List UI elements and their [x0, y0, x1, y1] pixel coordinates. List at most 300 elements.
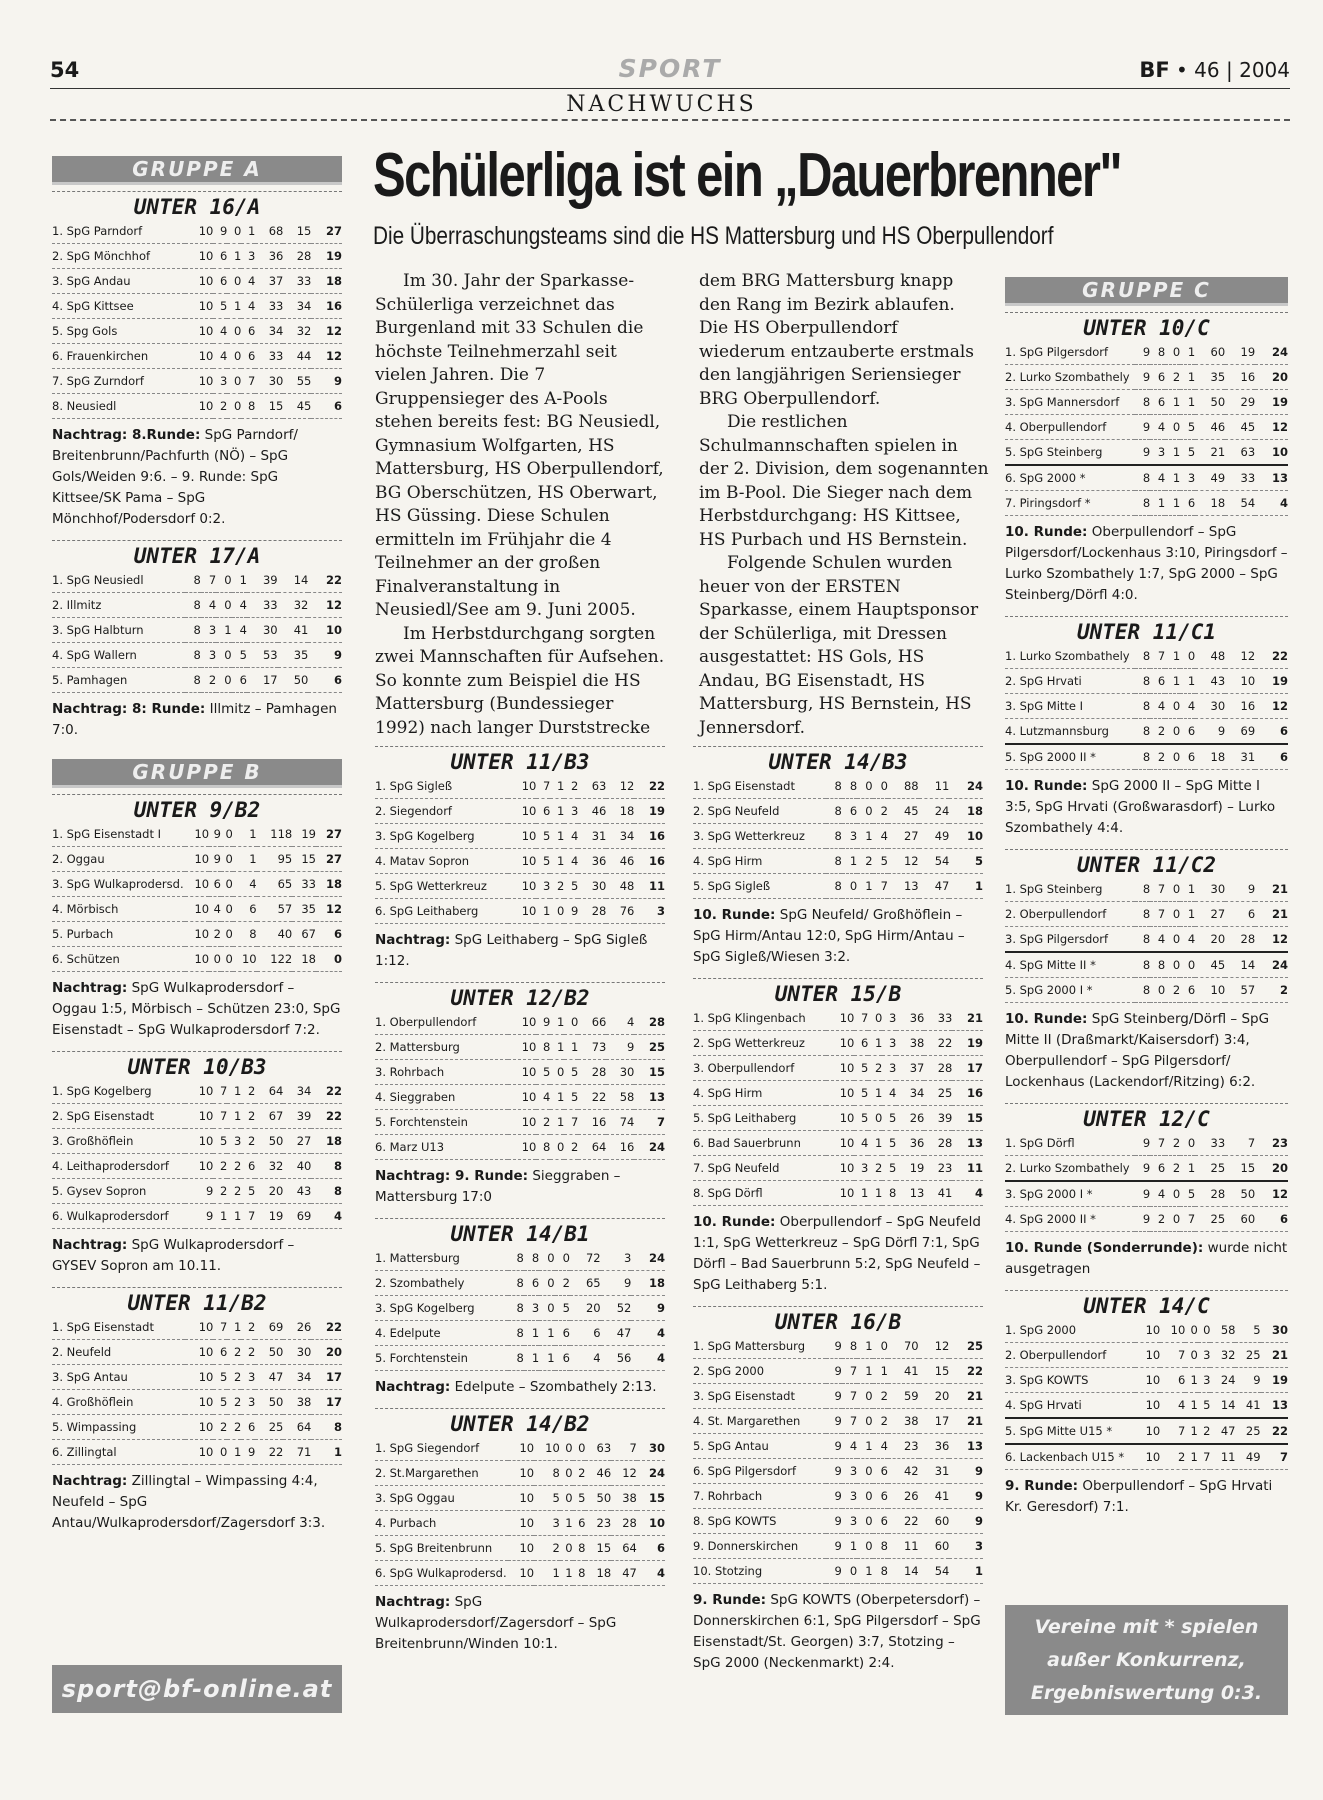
- note-text: SpG Neufeld/ Großhöflein – SpG Hirm/Antau 12:0, SpG Hirm/Antau – SpG Sigleß/Wiesen 3:2.: [693, 907, 965, 965]
- stat-cell: 4: [1180, 927, 1195, 953]
- standings-block: [375, 982, 665, 1208]
- stat-cell: 12: [611, 1461, 637, 1486]
- note-label: Nachtrag: 9. Runde:: [375, 1168, 529, 1184]
- points-cell: 24: [634, 1135, 665, 1160]
- stat-cell: 3: [201, 618, 216, 643]
- points-cell: 19: [1255, 390, 1288, 415]
- stat-cell: 13: [888, 874, 919, 899]
- stat-cell: 2: [241, 1340, 255, 1365]
- stat-cell: 4: [873, 1434, 888, 1459]
- stat-cell: 10: [185, 1390, 213, 1415]
- stat-cell: 25: [1195, 1207, 1225, 1232]
- stat-cell: 3: [842, 1509, 857, 1534]
- stat-cell: 7: [213, 1079, 227, 1104]
- points-cell: 13: [1261, 1393, 1288, 1419]
- stat-cell: 18: [606, 799, 634, 824]
- team-name: 8. SpG Dörfl: [693, 1181, 826, 1206]
- table-row: [375, 799, 665, 824]
- stat-cell: 1: [857, 824, 872, 849]
- team-name: 3. SpG KOWTS: [1005, 1368, 1135, 1393]
- points-cell: 12: [1255, 415, 1288, 440]
- result-note: [1005, 776, 1288, 839]
- standings-block: [1005, 1290, 1288, 1518]
- points-cell: 10: [949, 824, 983, 849]
- stat-cell: 8: [826, 849, 841, 874]
- table-row: [1005, 465, 1288, 491]
- stat-cell: 2: [241, 1079, 255, 1104]
- stat-cell: 8: [826, 774, 841, 799]
- stat-cell: 28: [1225, 927, 1255, 953]
- stat-cell: 4: [1160, 1393, 1185, 1419]
- issue-info: [1139, 58, 1290, 82]
- stat-cell: 2: [873, 1409, 888, 1434]
- stat-cell: 30: [247, 618, 278, 643]
- stat-cell: 0: [550, 1135, 564, 1160]
- stat-cell: 9: [1135, 1156, 1150, 1182]
- stat-cell: 6: [1225, 902, 1255, 927]
- stat-cell: 2: [1165, 978, 1180, 1003]
- team-name: 1. Oberpullendorf: [375, 1010, 508, 1035]
- stat-cell: 9: [826, 1534, 841, 1559]
- article-paragraph: dem BRG Mattersburg knapp den Rang im Bezirk ablaufen. Die HS Oberpullendorf wiederum entzauberte erstmals den langjährigen Seriensieger BRG Oberpullendorf.: [699, 271, 974, 409]
- stat-cell: 10: [508, 1436, 534, 1461]
- stat-cell: 6: [241, 344, 255, 369]
- info-box-line: außer Konkurrenz,: [1047, 1649, 1246, 1671]
- table-row: [52, 269, 342, 294]
- stat-cell: 6: [1150, 365, 1165, 390]
- stat-cell: 26: [888, 1484, 919, 1509]
- stat-cell: 38: [611, 1486, 637, 1511]
- points-cell: 25: [949, 1334, 983, 1359]
- stat-cell: 57: [1225, 978, 1255, 1003]
- points-cell: 18: [316, 872, 342, 897]
- stat-cell: 4: [564, 824, 578, 849]
- team-name: 1. SpG Pilgersdorf: [1005, 340, 1135, 365]
- stat-cell: 9: [536, 1010, 550, 1035]
- stat-cell: 10: [508, 874, 536, 899]
- stat-cell: 2: [227, 1154, 241, 1179]
- points-cell: 21: [1255, 902, 1288, 927]
- standings-table: [52, 1079, 342, 1229]
- table-row: [693, 1006, 983, 1031]
- stat-cell: 25: [924, 1081, 952, 1106]
- stat-cell: 28: [611, 1511, 637, 1536]
- stat-cell: 33: [1225, 465, 1255, 491]
- points-cell: 9: [308, 643, 342, 668]
- table-title: UNTER 16/B: [693, 1306, 983, 1334]
- stat-cell: 5: [555, 1296, 570, 1321]
- stat-cell: 16: [1225, 694, 1255, 719]
- stat-cell: 10: [508, 1511, 534, 1536]
- stat-cell: 73: [578, 1035, 606, 1060]
- stat-cell: 9: [1135, 1181, 1150, 1207]
- table-row: [693, 1031, 983, 1056]
- points-cell: 19: [311, 244, 342, 269]
- stat-cell: 10: [185, 872, 209, 897]
- stat-cell: 76: [606, 899, 634, 924]
- table-title: UNTER 14/C: [1005, 1290, 1288, 1318]
- team-name: 10. Stotzing: [693, 1559, 826, 1584]
- table-row: [693, 1081, 983, 1106]
- stat-cell: 33: [292, 872, 316, 897]
- points-cell: 24: [1255, 952, 1288, 978]
- stat-cell: 52: [601, 1296, 632, 1321]
- stat-cell: 36: [578, 849, 606, 874]
- stat-cell: 8: [842, 774, 857, 799]
- table-title: UNTER 12/B2: [375, 982, 665, 1010]
- team-name: 2. SpG Eisenstadt: [52, 1104, 185, 1129]
- points-cell: 22: [308, 568, 342, 593]
- table-row: [375, 1486, 665, 1511]
- stat-cell: 9: [1135, 340, 1150, 365]
- stat-cell: 68: [255, 219, 283, 244]
- stat-cell: 0: [573, 1436, 586, 1461]
- stat-cell: 7: [1180, 1207, 1195, 1232]
- stat-cell: 65: [570, 1271, 601, 1296]
- team-name: 4. Edelpute: [375, 1321, 508, 1346]
- team-name: 2. SpG Mönchhof: [52, 244, 185, 269]
- table-row: [375, 1561, 665, 1586]
- stat-cell: 34: [896, 1081, 924, 1106]
- stat-cell: 1: [1150, 491, 1165, 516]
- points-cell: 22: [311, 1104, 342, 1129]
- team-name: 4. Lutzmannsburg: [1005, 719, 1135, 745]
- stat-cell: 27: [283, 1129, 311, 1154]
- stat-cell: 2: [1198, 1418, 1211, 1444]
- email-link[interactable]: sport@bf-online.at: [52, 1665, 342, 1713]
- stat-cell: 0: [539, 1296, 554, 1321]
- stat-cell: 67: [255, 1104, 283, 1129]
- table-title: UNTER 10/C: [1005, 312, 1288, 340]
- team-name: 4. Oberpullendorf: [1005, 415, 1135, 440]
- table-row: [693, 1434, 983, 1459]
- stat-cell: 0: [550, 1060, 564, 1085]
- standings-block: [1005, 616, 1288, 839]
- stat-cell: 8: [1135, 877, 1150, 902]
- table-row: [52, 1204, 342, 1229]
- stat-cell: 45: [1195, 952, 1225, 978]
- stat-cell: 16: [578, 1110, 606, 1135]
- note-label: Nachtrag: 8.Runde:: [52, 427, 201, 443]
- stat-cell: 6: [536, 799, 550, 824]
- team-name: 5. SpG 2000 I *: [1005, 978, 1135, 1003]
- stat-cell: 3: [842, 1484, 857, 1509]
- stat-cell: 7: [1150, 877, 1165, 902]
- stat-cell: 46: [585, 1461, 611, 1486]
- points-cell: 21: [952, 1006, 983, 1031]
- stat-cell: 2: [241, 1315, 255, 1340]
- points-cell: 3: [949, 1534, 983, 1559]
- result-note: [52, 978, 342, 1041]
- stat-cell: 8: [534, 1461, 560, 1486]
- table-row: [693, 1459, 983, 1484]
- stat-cell: 5: [232, 643, 247, 668]
- stat-cell: 6: [1180, 719, 1195, 745]
- stat-cell: 2: [1160, 1444, 1185, 1470]
- table-row: [52, 822, 342, 847]
- stat-cell: 4: [241, 269, 255, 294]
- standings-block: [693, 1306, 983, 1674]
- article-body: [375, 270, 990, 740]
- stat-cell: 2: [573, 1461, 586, 1486]
- result-note: [52, 1235, 342, 1277]
- table-row: [1005, 1181, 1288, 1207]
- table-row: [1005, 491, 1288, 516]
- page-header: [50, 54, 1290, 94]
- result-note: [1005, 1238, 1288, 1280]
- table-row: [52, 319, 342, 344]
- standings-table: [52, 219, 342, 419]
- stat-cell: 0: [857, 1459, 872, 1484]
- stat-cell: 28: [578, 899, 606, 924]
- stat-cell: 7: [842, 1384, 857, 1409]
- stat-cell: 0: [216, 668, 231, 693]
- stat-cell: 3: [854, 1156, 868, 1181]
- stat-cell: 8: [826, 874, 841, 899]
- team-name: 5. Pamhagen: [52, 668, 185, 693]
- note-text: Sieggraben – Mattersburg 17:0: [375, 1168, 621, 1205]
- result-note: [693, 1212, 983, 1296]
- team-name: 5. SpG Wetterkreuz: [375, 874, 508, 899]
- team-name: 5. SpG 2000 II *: [1005, 744, 1135, 770]
- team-name: 7. Rohrbach: [693, 1484, 826, 1509]
- points-cell: 22: [1255, 644, 1288, 669]
- stat-cell: 15: [585, 1536, 611, 1561]
- stat-cell: 1: [539, 1346, 554, 1371]
- stat-cell: 30: [1195, 694, 1225, 719]
- stat-cell: 6: [232, 668, 247, 693]
- stat-cell: 28: [1195, 1181, 1225, 1207]
- stat-cell: 1: [842, 849, 857, 874]
- points-cell: 27: [316, 822, 342, 847]
- stat-cell: 1: [1185, 1444, 1198, 1470]
- stat-cell: 8: [1135, 978, 1150, 1003]
- stat-cell: 65: [257, 872, 293, 897]
- table-row: [375, 874, 665, 899]
- stat-cell: 50: [1195, 390, 1225, 415]
- table-row: [693, 774, 983, 799]
- stat-cell: 1: [524, 1321, 539, 1346]
- table-row: [52, 1440, 342, 1465]
- stat-cell: 25: [1235, 1343, 1260, 1368]
- stat-cell: 63: [578, 774, 606, 799]
- stat-cell: 0: [1150, 978, 1165, 1003]
- stat-cell: 1: [1165, 465, 1180, 491]
- info-box: [1005, 1605, 1288, 1715]
- stat-cell: 8: [573, 1536, 586, 1561]
- stat-cell: 2: [227, 1179, 241, 1204]
- stat-cell: 3: [1198, 1343, 1211, 1368]
- stat-cell: 6: [842, 799, 857, 824]
- stat-cell: 2: [227, 1365, 241, 1390]
- table-row: [693, 1534, 983, 1559]
- points-cell: 6: [316, 922, 342, 947]
- points-cell: 16: [634, 824, 665, 849]
- standings-block: [52, 1287, 342, 1534]
- stat-cell: 0: [216, 593, 231, 618]
- stat-cell: 10: [185, 1315, 213, 1340]
- stat-cell: 45: [888, 799, 919, 824]
- team-name: 5. SpG Mitte U15 *: [1005, 1418, 1135, 1444]
- stat-cell: 10: [1195, 978, 1225, 1003]
- points-cell: 30: [1261, 1318, 1288, 1343]
- stat-cell: 9: [185, 1179, 213, 1204]
- stat-cell: 10: [185, 922, 209, 947]
- stat-cell: 6: [873, 1459, 888, 1484]
- stat-cell: 50: [278, 668, 309, 693]
- stat-cell: 28: [578, 1060, 606, 1085]
- points-cell: 20: [1255, 1156, 1288, 1182]
- stat-cell: 2: [1165, 365, 1180, 390]
- stat-cell: 9: [1135, 1207, 1150, 1232]
- note-text: Edelpute – Szombathely 2:13.: [450, 1379, 657, 1395]
- team-name: 4. Großhöflein: [52, 1390, 185, 1415]
- stat-cell: 6: [854, 1031, 868, 1056]
- table-row: [693, 1181, 983, 1206]
- team-name: 2. SpG Wetterkreuz: [693, 1031, 826, 1056]
- stat-cell: 5: [1235, 1318, 1260, 1343]
- table-row: [52, 872, 342, 897]
- stat-cell: 14: [1225, 952, 1255, 978]
- stat-cell: 5: [564, 1060, 578, 1085]
- points-cell: 27: [311, 219, 342, 244]
- stat-cell: 50: [255, 1390, 283, 1415]
- table-row: [1005, 1207, 1288, 1232]
- stat-cell: 9: [826, 1334, 841, 1359]
- table-row: [375, 849, 665, 874]
- table-row: [1005, 1444, 1288, 1470]
- table-row: [1005, 902, 1288, 927]
- stat-cell: 0: [221, 922, 233, 947]
- table-row: [693, 1359, 983, 1384]
- stat-cell: 1: [1180, 669, 1195, 694]
- stat-cell: 10: [185, 947, 209, 972]
- stat-cell: 0: [213, 1440, 227, 1465]
- stat-cell: 48: [1195, 644, 1225, 669]
- stat-cell: 4: [1150, 415, 1165, 440]
- stat-cell: 69: [1225, 719, 1255, 745]
- stat-cell: 2: [873, 799, 888, 824]
- table-row: [1005, 719, 1288, 745]
- stat-cell: 56: [601, 1346, 632, 1371]
- stat-cell: 50: [1225, 1181, 1255, 1207]
- points-cell: 4: [637, 1561, 665, 1586]
- stat-cell: 8: [1135, 644, 1150, 669]
- stat-cell: 41: [919, 1484, 950, 1509]
- stat-cell: 1: [536, 899, 550, 924]
- stat-cell: 1: [216, 618, 231, 643]
- stat-cell: 43: [283, 1179, 311, 1204]
- stat-cell: 54: [1225, 491, 1255, 516]
- stat-cell: 0: [1180, 644, 1195, 669]
- stat-cell: 1: [550, 849, 564, 874]
- stat-cell: 1: [227, 1440, 241, 1465]
- points-cell: 10: [308, 618, 342, 643]
- team-name: 3. Großhöflein: [52, 1129, 185, 1154]
- stat-cell: 2: [550, 874, 564, 899]
- note-text: SpG Wulkaprodersdorf – Oggau 1:5, Mörbisch – Schützen 23:0, SpG Eisenstadt – SpG Wulkaprodersdorf 7:2.: [52, 980, 341, 1038]
- dashed-divider: [50, 119, 1290, 121]
- stat-cell: 47: [1210, 1418, 1235, 1444]
- note-label: 10. Runde:: [1005, 1011, 1088, 1027]
- stat-cell: 2: [213, 1154, 227, 1179]
- stat-cell: 38: [283, 1390, 311, 1415]
- stat-cell: 22: [255, 1440, 283, 1465]
- stat-cell: 22: [578, 1085, 606, 1110]
- stat-cell: 10: [508, 849, 536, 874]
- stat-cell: 74: [606, 1110, 634, 1135]
- stat-cell: 1: [227, 1315, 241, 1340]
- team-name: 1. SpG Klingenbach: [693, 1006, 826, 1031]
- stat-cell: 70: [888, 1334, 919, 1359]
- stat-cell: 9: [826, 1384, 841, 1409]
- table-title: UNTER 15/B: [693, 978, 983, 1006]
- stat-cell: 0: [221, 872, 233, 897]
- note-text: SpG Wulkaprodersdorf – GYSEV Sopron am 10.11.: [52, 1237, 295, 1274]
- stat-cell: 38: [888, 1409, 919, 1434]
- stat-cell: 8: [508, 1246, 523, 1271]
- stat-cell: 10: [508, 1085, 536, 1110]
- team-name: 6. Frauenkirchen: [52, 344, 185, 369]
- info-box-line: Vereine mit * spielen: [1034, 1616, 1259, 1638]
- stat-cell: 3: [882, 1031, 896, 1056]
- stat-cell: 5: [1180, 415, 1195, 440]
- stat-cell: 20: [1195, 927, 1225, 953]
- stat-cell: 1: [1185, 1393, 1198, 1419]
- result-note: [375, 1377, 665, 1398]
- points-cell: 9: [949, 1509, 983, 1534]
- stat-cell: 1: [1165, 644, 1180, 669]
- points-cell: 25: [634, 1035, 665, 1060]
- stat-cell: 6: [209, 872, 221, 897]
- stat-cell: 3: [227, 1129, 241, 1154]
- stat-cell: 1: [233, 822, 257, 847]
- table-title: UNTER 11/B2: [52, 1287, 342, 1315]
- stat-cell: 37: [255, 269, 283, 294]
- team-name: 2. Siegendorf: [375, 799, 508, 824]
- stat-cell: 1: [1185, 1368, 1198, 1393]
- team-name: 3. Rohrbach: [375, 1060, 508, 1085]
- team-name: 6. SpG Wulkaprodersd.: [375, 1561, 508, 1586]
- points-cell: 21: [1255, 877, 1288, 902]
- stat-cell: 10: [826, 1131, 854, 1156]
- result-note: [52, 699, 342, 741]
- stat-cell: 10: [185, 319, 213, 344]
- stat-cell: 2: [201, 668, 216, 693]
- stat-cell: 7: [213, 1315, 227, 1340]
- stat-cell: 45: [1225, 415, 1255, 440]
- stat-cell: 10: [508, 1110, 536, 1135]
- stat-cell: 2: [564, 1135, 578, 1160]
- stat-cell: 1: [550, 1010, 564, 1035]
- team-name: 3. SpG Eisenstadt: [693, 1384, 826, 1409]
- table-row: [1005, 952, 1288, 978]
- stat-cell: 1: [534, 1561, 560, 1586]
- points-cell: 9: [949, 1484, 983, 1509]
- stat-cell: 28: [924, 1131, 952, 1156]
- stat-cell: 5: [573, 1486, 586, 1511]
- stat-cell: 1: [550, 1110, 564, 1135]
- points-cell: 2: [1255, 978, 1288, 1003]
- group-b-header: GRUPPE B: [52, 759, 342, 788]
- stat-cell: 6: [241, 1154, 255, 1179]
- stat-cell: 0: [842, 874, 857, 899]
- points-cell: 0: [316, 947, 342, 972]
- stat-cell: 47: [919, 874, 950, 899]
- stat-cell: 5: [873, 849, 888, 874]
- team-name: 1. SpG Neusiedl: [52, 568, 185, 593]
- table-row: [52, 1390, 342, 1415]
